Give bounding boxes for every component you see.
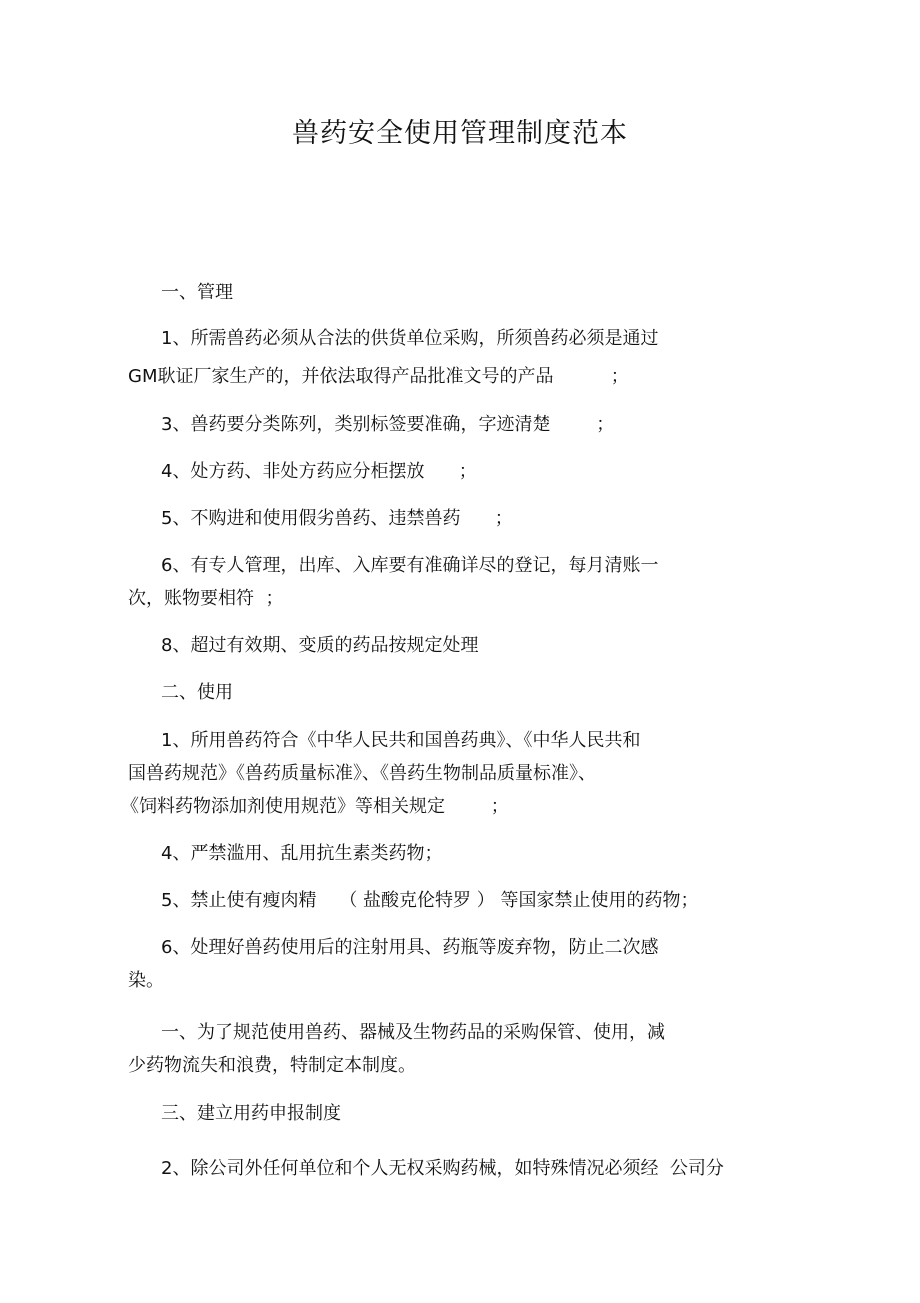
paragraph-line: 8、超过有效期、变质的药品按规定处理	[161, 635, 479, 656]
paragraph-line: 三、建立用药申报制度	[161, 1103, 341, 1124]
paragraph-line: 6、有专人管理，出库、入库要有准确详尽的登记，每月清账一	[161, 555, 659, 576]
document-title: 兽药安全使用管理制度范本	[292, 118, 628, 149]
paragraph-line: 一、为了规范使用兽药、器械及生物药品的采购保管、使用，减	[161, 1022, 665, 1043]
paragraph-line: 染。	[128, 970, 164, 991]
paragraph-line: 6、处理好兽药使用后的注射用具、药瓶等废弃物，防止二次感	[161, 937, 659, 958]
paragraph-line: 4、处方药、非处方药应分柜摆放 ；	[161, 461, 477, 482]
paragraph-line: GM耿证厂家生产的，并依法取得产品批准文号的产品 ；	[128, 366, 629, 387]
paragraph-line: 2、除公司外任何单位和个人无权采购药械，如特殊情况必须经 公司分	[161, 1158, 724, 1179]
paragraph-line: 一、管理	[161, 282, 233, 303]
paragraph-line: 少药物流失和浪费，特制定本制度。	[128, 1055, 416, 1076]
paragraph-line: 3、兽药要分类陈列，类别标签要准确，字迹清楚 ；	[161, 414, 615, 435]
paragraph-line: 二、使用	[161, 682, 233, 703]
paragraph-line: 5、禁止使有瘦肉精 （ 盐酸克伦特罗 ） 等国家禁止使用的药物；	[161, 890, 699, 911]
paragraph-line: 1、所用兽药符合《中华人民共和国兽药典》、《中华人民共和	[161, 730, 641, 751]
paragraph-line: 5、不购进和使用假劣兽药、违禁兽药 ；	[161, 508, 513, 529]
paragraph-line: 1、所需兽药必须从合法的供货单位采购，所须兽药必须是通过	[161, 328, 659, 349]
paragraph-line: 国兽药规范》《兽药质量标准》、《兽药生物制品质量标准》、	[128, 763, 596, 784]
paragraph-line: 《饲料药物添加剂使用规范》等相关规定 ；	[121, 796, 509, 817]
paragraph-line: 次，账物要相符 ；	[128, 588, 284, 609]
paragraph-line: 4、严禁滥用、乱用抗生素类药物；	[161, 843, 443, 864]
